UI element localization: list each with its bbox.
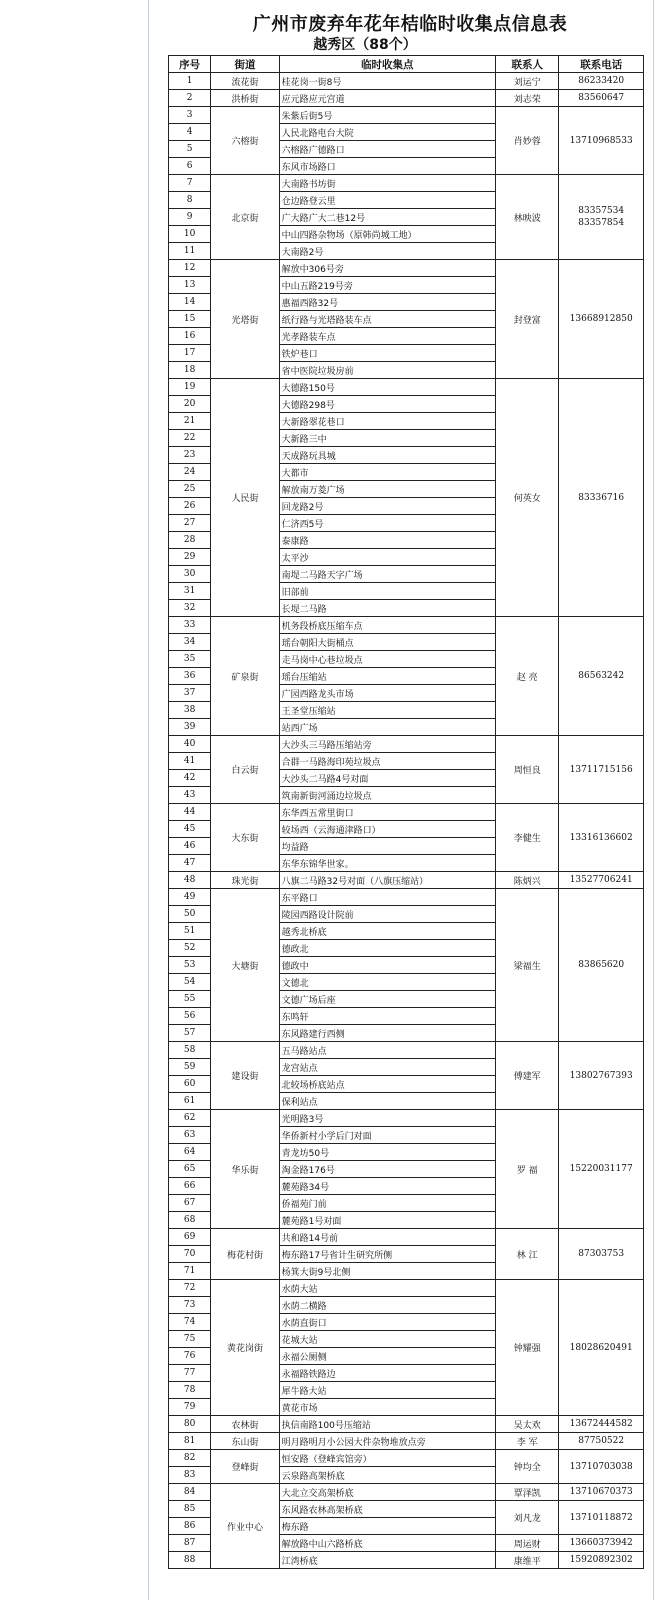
collection-point: 东风路农林高架桥底 (279, 1501, 495, 1518)
collection-point: 东华西五常里街口 (279, 804, 495, 821)
collection-points-table (168, 55, 644, 1569)
row-number: 64 (169, 1144, 211, 1161)
street-name: 人民街 (211, 379, 279, 617)
contact-phone: 83336716 (559, 379, 644, 617)
table-row (169, 175, 644, 192)
collection-point: 梅东路17号省计生研究所侧 (279, 1246, 495, 1263)
collection-point: 东平路口 (279, 889, 495, 906)
row-number: 81 (169, 1433, 211, 1450)
contact-phone: 87303753 (559, 1229, 644, 1280)
row-number: 57 (169, 1025, 211, 1042)
row-number: 26 (169, 498, 211, 515)
table-row (169, 107, 644, 124)
collection-point: 水荫二横路 (279, 1297, 495, 1314)
row-number: 74 (169, 1314, 211, 1331)
collection-point: 德政北 (279, 940, 495, 957)
street-name: 农林街 (211, 1416, 279, 1433)
row-number: 42 (169, 770, 211, 787)
collection-point: 较场西（云海通津路口） (279, 821, 495, 838)
contact-person: 刘志荣 (496, 90, 559, 107)
collection-point: 广大路广大二巷12号 (279, 209, 495, 226)
row-number: 76 (169, 1348, 211, 1365)
row-number: 50 (169, 906, 211, 923)
collection-point: 走马岗中心巷垃圾点 (279, 651, 495, 668)
collection-point: 朱紫后街5号 (279, 107, 495, 124)
collection-point: 惠福西路32号 (279, 294, 495, 311)
collection-point: 中山五路219号旁 (279, 277, 495, 294)
street-name: 北京街 (211, 175, 279, 260)
collection-point: 德政中 (279, 957, 495, 974)
table-row (169, 260, 644, 277)
row-number: 40 (169, 736, 211, 753)
table-row (169, 1042, 644, 1059)
collection-point: 南堤二马路天字广场 (279, 566, 495, 583)
collection-point: 大北立交高架桥底 (279, 1484, 495, 1501)
contact-person: 赵 亮 (496, 617, 559, 736)
row-number: 25 (169, 481, 211, 498)
contact-phone: 15920892302 (559, 1552, 644, 1569)
collection-point: 越秀北桥底 (279, 923, 495, 940)
table-header-row (169, 56, 644, 73)
row-number: 17 (169, 345, 211, 362)
row-number: 80 (169, 1416, 211, 1433)
contact-phone: 86233420 (559, 73, 644, 90)
row-number: 87 (169, 1535, 211, 1552)
collection-point: 东鸣轩 (279, 1008, 495, 1025)
table-row (169, 804, 644, 821)
row-number: 34 (169, 634, 211, 651)
row-number: 54 (169, 974, 211, 991)
row-number: 82 (169, 1450, 211, 1467)
street-name: 珠光街 (211, 872, 279, 889)
contact-person: 李健生 (496, 804, 559, 872)
collection-point: 华侨新村小学后门对面 (279, 1127, 495, 1144)
table-row (169, 73, 644, 90)
contact-phone: 18028620491 (559, 1280, 644, 1416)
collection-point: 大都市 (279, 464, 495, 481)
street-name: 白云街 (211, 736, 279, 804)
collection-point: 犀牛路大站 (279, 1382, 495, 1399)
contact-phone: 13316136602 (559, 804, 644, 872)
row-number: 78 (169, 1382, 211, 1399)
row-number: 51 (169, 923, 211, 940)
collection-point: 陵园西路设计院前 (279, 906, 495, 923)
row-number: 33 (169, 617, 211, 634)
row-number: 59 (169, 1059, 211, 1076)
row-number: 12 (169, 260, 211, 277)
collection-point: 纸行路与光塔路装车点 (279, 311, 495, 328)
row-number: 10 (169, 226, 211, 243)
row-number: 7 (169, 175, 211, 192)
collection-point: 文德北 (279, 974, 495, 991)
contact-phone: 13710703038 (559, 1450, 644, 1484)
row-number: 24 (169, 464, 211, 481)
contact-phone: 87750522 (559, 1433, 644, 1450)
collection-point: 桂花岗一街8号 (279, 73, 495, 90)
header-contact: 联系人 (496, 56, 559, 73)
contact-person: 钟耀强 (496, 1280, 559, 1416)
collection-point: 保利站点 (279, 1093, 495, 1110)
contact-person: 封登富 (496, 260, 559, 379)
row-number: 14 (169, 294, 211, 311)
row-number: 58 (169, 1042, 211, 1059)
collection-point: 水荫大站 (279, 1280, 495, 1297)
row-number: 44 (169, 804, 211, 821)
table-row (169, 1110, 644, 1127)
collection-point: 长堤二马路 (279, 600, 495, 617)
collection-point: 合群一马路海印苑垃圾点 (279, 753, 495, 770)
street-name: 作业中心 (211, 1484, 279, 1569)
collection-point: 梅东路 (279, 1518, 495, 1535)
collection-point: 麓苑路34号 (279, 1178, 495, 1195)
row-number: 35 (169, 651, 211, 668)
contact-phone: 13710670373 (559, 1484, 644, 1501)
street-name: 东山街 (211, 1433, 279, 1450)
contact-person: 何英女 (496, 379, 559, 617)
contact-person: 肖妙蓉 (496, 107, 559, 175)
collection-point: 麓苑路1号对面 (279, 1212, 495, 1229)
contact-phone: 83865620 (559, 889, 644, 1042)
row-number: 65 (169, 1161, 211, 1178)
row-number: 68 (169, 1212, 211, 1229)
header-street: 街道 (211, 56, 279, 73)
collection-point: 明月路明月小公园大件杂物堆放点旁 (279, 1433, 495, 1450)
table-row (169, 90, 644, 107)
street-name: 华乐街 (211, 1110, 279, 1229)
collection-point: 泰康路 (279, 532, 495, 549)
row-number: 67 (169, 1195, 211, 1212)
collection-point: 仁济西5号 (279, 515, 495, 532)
table-row (169, 1433, 644, 1450)
table-row (169, 379, 644, 396)
row-number: 28 (169, 532, 211, 549)
table-row (169, 1416, 644, 1433)
row-number: 73 (169, 1297, 211, 1314)
collection-point: 解放路中山六路桥底 (279, 1535, 495, 1552)
collection-point: 王圣堂压缩站 (279, 702, 495, 719)
contact-person: 周恒良 (496, 736, 559, 804)
collection-point: 青龙坊50号 (279, 1144, 495, 1161)
collection-point: 东风市场路口 (279, 158, 495, 175)
collection-point: 筑南新街河涌边垃圾点 (279, 787, 495, 804)
street-name: 大东街 (211, 804, 279, 872)
collection-point: 大沙头三马路压缩站旁 (279, 736, 495, 753)
row-number: 39 (169, 719, 211, 736)
row-number: 21 (169, 413, 211, 430)
collection-point: 大德路298号 (279, 396, 495, 413)
table-row (169, 1450, 644, 1467)
street-name: 六榕街 (211, 107, 279, 175)
collection-point: 大南路2号 (279, 243, 495, 260)
row-number: 2 (169, 90, 211, 107)
row-number: 27 (169, 515, 211, 532)
contact-person: 傅建军 (496, 1042, 559, 1110)
collection-point: 共和路14号前 (279, 1229, 495, 1246)
table-body (169, 73, 644, 1569)
contact-phone: 13668912850 (559, 260, 644, 379)
collection-point: 回龙路2号 (279, 498, 495, 515)
row-number: 8 (169, 192, 211, 209)
row-number: 37 (169, 685, 211, 702)
collection-point: 侨福苑门前 (279, 1195, 495, 1212)
row-number: 49 (169, 889, 211, 906)
row-number: 52 (169, 940, 211, 957)
row-number: 88 (169, 1552, 211, 1569)
collection-point: 解放南万菱广场 (279, 481, 495, 498)
row-number: 15 (169, 311, 211, 328)
row-number: 20 (169, 396, 211, 413)
street-name: 建设街 (211, 1042, 279, 1110)
row-number: 46 (169, 838, 211, 855)
header-no: 序号 (169, 56, 211, 73)
collection-point: 中山四路杂物场（原韩尚城工地） (279, 226, 495, 243)
row-number: 5 (169, 141, 211, 158)
row-number: 6 (169, 158, 211, 175)
row-number: 43 (169, 787, 211, 804)
row-number: 23 (169, 447, 211, 464)
row-number: 48 (169, 872, 211, 889)
row-number: 32 (169, 600, 211, 617)
collection-point: 永福路铁路边 (279, 1365, 495, 1382)
row-number: 53 (169, 957, 211, 974)
table-row (169, 617, 644, 634)
collection-point: 大新路翠花巷口 (279, 413, 495, 430)
row-number: 84 (169, 1484, 211, 1501)
row-number: 1 (169, 73, 211, 90)
contact-phone: 13802767393 (559, 1042, 644, 1110)
table-row (169, 872, 644, 889)
header-phone: 联系电话 (559, 56, 644, 73)
row-number: 70 (169, 1246, 211, 1263)
row-number: 83 (169, 1467, 211, 1484)
collection-point: 站西广场 (279, 719, 495, 736)
collection-point: 花城大站 (279, 1331, 495, 1348)
street-name: 矿泉街 (211, 617, 279, 736)
table-row (169, 889, 644, 906)
row-number: 75 (169, 1331, 211, 1348)
collection-point: 黄花市场 (279, 1399, 495, 1416)
row-number: 63 (169, 1127, 211, 1144)
row-number: 38 (169, 702, 211, 719)
row-number: 36 (169, 668, 211, 685)
row-number: 31 (169, 583, 211, 600)
collection-point: 光明路3号 (279, 1110, 495, 1127)
contact-phone: 13660373942 (559, 1535, 644, 1552)
collection-point: 机务段桥底压缩车点 (279, 617, 495, 634)
table-row (169, 1280, 644, 1297)
collection-point: 龙宫站点 (279, 1059, 495, 1076)
collection-point: 均益路 (279, 838, 495, 855)
collection-point: 人民北路电台大院 (279, 124, 495, 141)
row-number: 86 (169, 1518, 211, 1535)
row-number: 41 (169, 753, 211, 770)
contact-person: 钟均全 (496, 1450, 559, 1484)
row-number: 45 (169, 821, 211, 838)
table-row (169, 1484, 644, 1501)
row-number: 9 (169, 209, 211, 226)
contact-person: 刘运宁 (496, 73, 559, 90)
street-name: 黄花岗街 (211, 1280, 279, 1416)
collection-point: 大沙头二马路4号对面 (279, 770, 495, 787)
collection-point: 江湾桥底 (279, 1552, 495, 1569)
collection-point: 八旗二马路32号对面（八旗压缩站） (279, 872, 495, 889)
row-number: 71 (169, 1263, 211, 1280)
row-number: 55 (169, 991, 211, 1008)
collection-point: 省中医院垃圾房前 (279, 362, 495, 379)
row-number: 11 (169, 243, 211, 260)
row-number: 85 (169, 1501, 211, 1518)
street-name: 登峰街 (211, 1450, 279, 1484)
collection-point: 文德广场后座 (279, 991, 495, 1008)
row-number: 30 (169, 566, 211, 583)
collection-point: 光孝路装车点 (279, 328, 495, 345)
collection-point: 天成路玩具城 (279, 447, 495, 464)
row-number: 18 (169, 362, 211, 379)
contact-phone: 13672444582 (559, 1416, 644, 1433)
collection-point: 瑶台朝阳大街桶点 (279, 634, 495, 651)
street-name: 大塘街 (211, 889, 279, 1042)
collection-point: 水荫直街口 (279, 1314, 495, 1331)
contact-phone: 13711715156 (559, 736, 644, 804)
table-row (169, 1229, 644, 1246)
collection-point: 杨箕大街9号北侧 (279, 1263, 495, 1280)
collection-point: 应元路应元宫道 (279, 90, 495, 107)
street-name: 流花街 (211, 73, 279, 90)
street-name: 洪桥街 (211, 90, 279, 107)
row-number: 4 (169, 124, 211, 141)
page-subtitle: 越秀区（88个） (313, 37, 417, 53)
collection-point: 六榕路广德路口 (279, 141, 495, 158)
collection-point: 太平沙 (279, 549, 495, 566)
collection-point: 五马路站点 (279, 1042, 495, 1059)
row-number: 22 (169, 430, 211, 447)
collection-point: 东风路建行西侧 (279, 1025, 495, 1042)
contact-person: 陈炳兴 (496, 872, 559, 889)
collection-point: 瑶台压缩站 (279, 668, 495, 685)
contact-person: 覃泽凯 (496, 1484, 559, 1501)
contact-phone: 83560647 (559, 90, 644, 107)
row-number: 62 (169, 1110, 211, 1127)
row-number: 66 (169, 1178, 211, 1195)
collection-point: 云泉路高架桥底 (279, 1467, 495, 1484)
contact-phone: 13527706241 (559, 872, 644, 889)
collection-point: 大南路书坊街 (279, 175, 495, 192)
collection-point: 铁炉巷口 (279, 345, 495, 362)
collection-point: 大新路三中 (279, 430, 495, 447)
contact-phone: 13710118872 (559, 1501, 644, 1535)
street-name: 梅花村街 (211, 1229, 279, 1280)
collection-point: 淘金路176号 (279, 1161, 495, 1178)
contact-person: 梁福生 (496, 889, 559, 1042)
row-number: 16 (169, 328, 211, 345)
contact-person: 康维平 (496, 1552, 559, 1569)
row-number: 13 (169, 277, 211, 294)
contact-person: 周运财 (496, 1535, 559, 1552)
contact-phone: 13710968533 (559, 107, 644, 175)
contact-person: 林映波 (496, 175, 559, 260)
collection-point: 广园西路龙头市场 (279, 685, 495, 702)
contact-phone: 15220031177 (559, 1110, 644, 1229)
collection-point: 北较场桥底站点 (279, 1076, 495, 1093)
header-point: 临时收集点 (279, 56, 495, 73)
contact-person: 刘凡龙 (496, 1501, 559, 1535)
row-number: 69 (169, 1229, 211, 1246)
contact-person: 吴太欢 (496, 1416, 559, 1433)
contact-person: 罗 福 (496, 1110, 559, 1229)
row-number: 3 (169, 107, 211, 124)
row-number: 61 (169, 1093, 211, 1110)
row-number: 77 (169, 1365, 211, 1382)
collection-point: 东华东锦华世家。 (279, 855, 495, 872)
collection-point: 大德路150号 (279, 379, 495, 396)
row-number: 19 (169, 379, 211, 396)
street-name: 光塔街 (211, 260, 279, 379)
contact-phone: 86563242 (559, 617, 644, 736)
row-number: 72 (169, 1280, 211, 1297)
row-number: 29 (169, 549, 211, 566)
page-title: 广州市废弃年花年桔临时收集点信息表 (252, 14, 568, 35)
collection-point: 执信南路100号压缩站 (279, 1416, 495, 1433)
collection-point: 永福公厕侧 (279, 1348, 495, 1365)
row-number: 56 (169, 1008, 211, 1025)
collection-point: 恒安路（登峰宾馆旁） (279, 1450, 495, 1467)
collection-point: 旧部前 (279, 583, 495, 600)
row-number: 79 (169, 1399, 211, 1416)
contact-person: 林 江 (496, 1229, 559, 1280)
row-number: 60 (169, 1076, 211, 1093)
table-row (169, 736, 644, 753)
collection-point: 仓边路登云里 (279, 192, 495, 209)
contact-phone: 83357534 83357854 (559, 175, 644, 260)
contact-person: 李 军 (496, 1433, 559, 1450)
row-number: 47 (169, 855, 211, 872)
collection-point: 解放中306号旁 (279, 260, 495, 277)
